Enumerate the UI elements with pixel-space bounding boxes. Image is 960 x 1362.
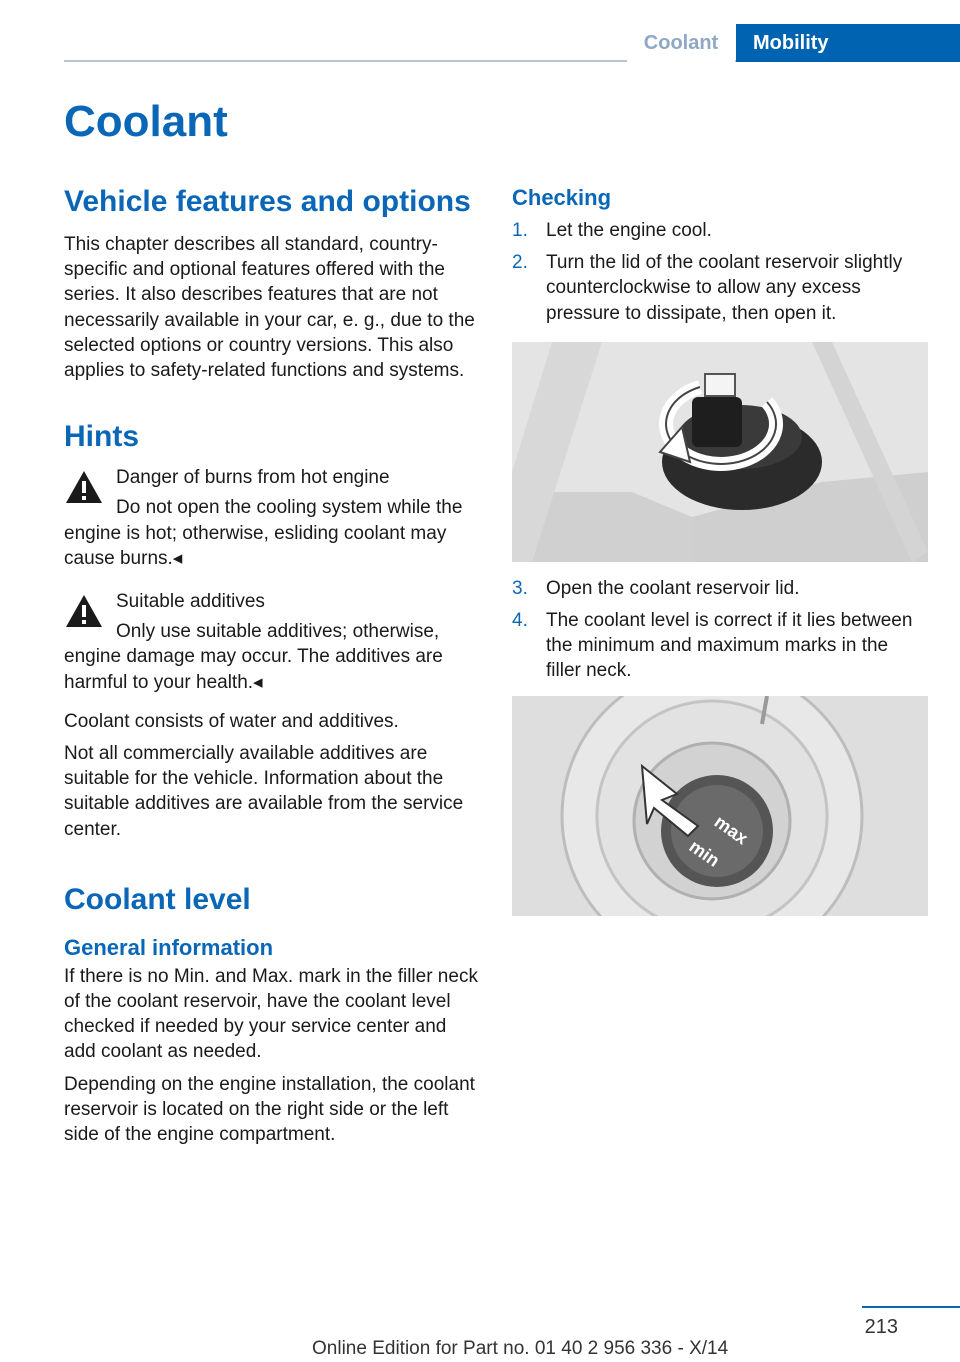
edition-note: Online Edition for Part no. 01 40 2 956 336 - X/14 xyxy=(312,1338,729,1359)
paragraph-not-all: Not all commercially available additives are suitable for the vehicle. Information about the suitable additives are available from the service center. xyxy=(64,743,464,840)
step-text: Let the engine cool. xyxy=(546,220,712,241)
max-mark: max xyxy=(710,811,752,849)
coolant-reservoir-lid-illustration xyxy=(512,342,928,562)
filler-neck-min-max-illustration xyxy=(512,696,928,916)
step-number: 3. xyxy=(512,577,528,599)
paragraph-general-2: Depending on the engine installation, the coolant reservoir is located on the right side or the left side of the engine compartment. xyxy=(64,1073,475,1146)
right-column xyxy=(512,184,928,930)
warning-burns xyxy=(64,465,482,571)
warning-triangle-icon xyxy=(64,593,104,629)
header-section-label: Coolant xyxy=(627,24,735,62)
heading-general-information: General information xyxy=(64,934,274,960)
list-item xyxy=(512,218,928,243)
heading-hints: Hints xyxy=(64,420,139,454)
list-item xyxy=(512,250,928,326)
step-text: Turn the lid of the coolant reservoir slightly counterclockwise to allow any excess pressure to dissipate, then open it. xyxy=(546,252,903,324)
list-item xyxy=(512,608,928,684)
paragraph-consists: Coolant consists of water and additives. xyxy=(64,710,399,732)
header-chapter-tab: Mobility xyxy=(736,24,960,62)
step-number: 4. xyxy=(512,610,528,632)
paragraph-vehicle-features: This chapter describes all standard, country-specific and optional features offered with the series. It also describes features that are not necessarily available in your car, e. g., due to the selected options or country versions. This also applies to safety-related functions and systems. xyxy=(64,234,475,382)
warning-title: Suitable additives xyxy=(116,591,265,613)
chapter-title: Coolant xyxy=(64,97,228,146)
step-number: 1. xyxy=(512,220,528,241)
step-number: 2. xyxy=(512,252,528,274)
heading-coolant-level: Coolant level xyxy=(64,882,251,916)
step-text: Open the coolant reservoir lid. xyxy=(546,577,800,599)
page-number: 213 xyxy=(864,1316,898,1338)
step-text: The coolant level is correct if it lies between the minimum and maximum marks in the filler neck. xyxy=(546,610,913,682)
min-mark: min xyxy=(685,835,724,871)
footer-rule xyxy=(862,1306,960,1308)
steps-list-a xyxy=(512,218,928,326)
warning-title: Danger of burns from hot engine xyxy=(116,467,390,489)
heading-checking: Checking xyxy=(512,185,612,210)
warning-body: Do not open the cooling system while the engine is hot; otherwise, esliding coolant may cause burns.◂ xyxy=(64,497,463,569)
warning-body: Only use suitable additives; otherwise, engine damage may occur. The additives are harmful to your health.◂ xyxy=(64,621,443,693)
left-column xyxy=(64,182,482,1147)
steps-list-b xyxy=(512,576,928,684)
paragraph-general-1: If there is no Min. and Max. mark in the filler neck of the coolant reservoir, have the coolant level checked if needed by your service center and add coolant as needed. xyxy=(64,965,478,1063)
list-item xyxy=(512,576,928,601)
warning-additives xyxy=(64,589,482,695)
warning-triangle-icon xyxy=(64,469,104,505)
heading-vehicle-features: Vehicle features and options xyxy=(64,185,471,218)
